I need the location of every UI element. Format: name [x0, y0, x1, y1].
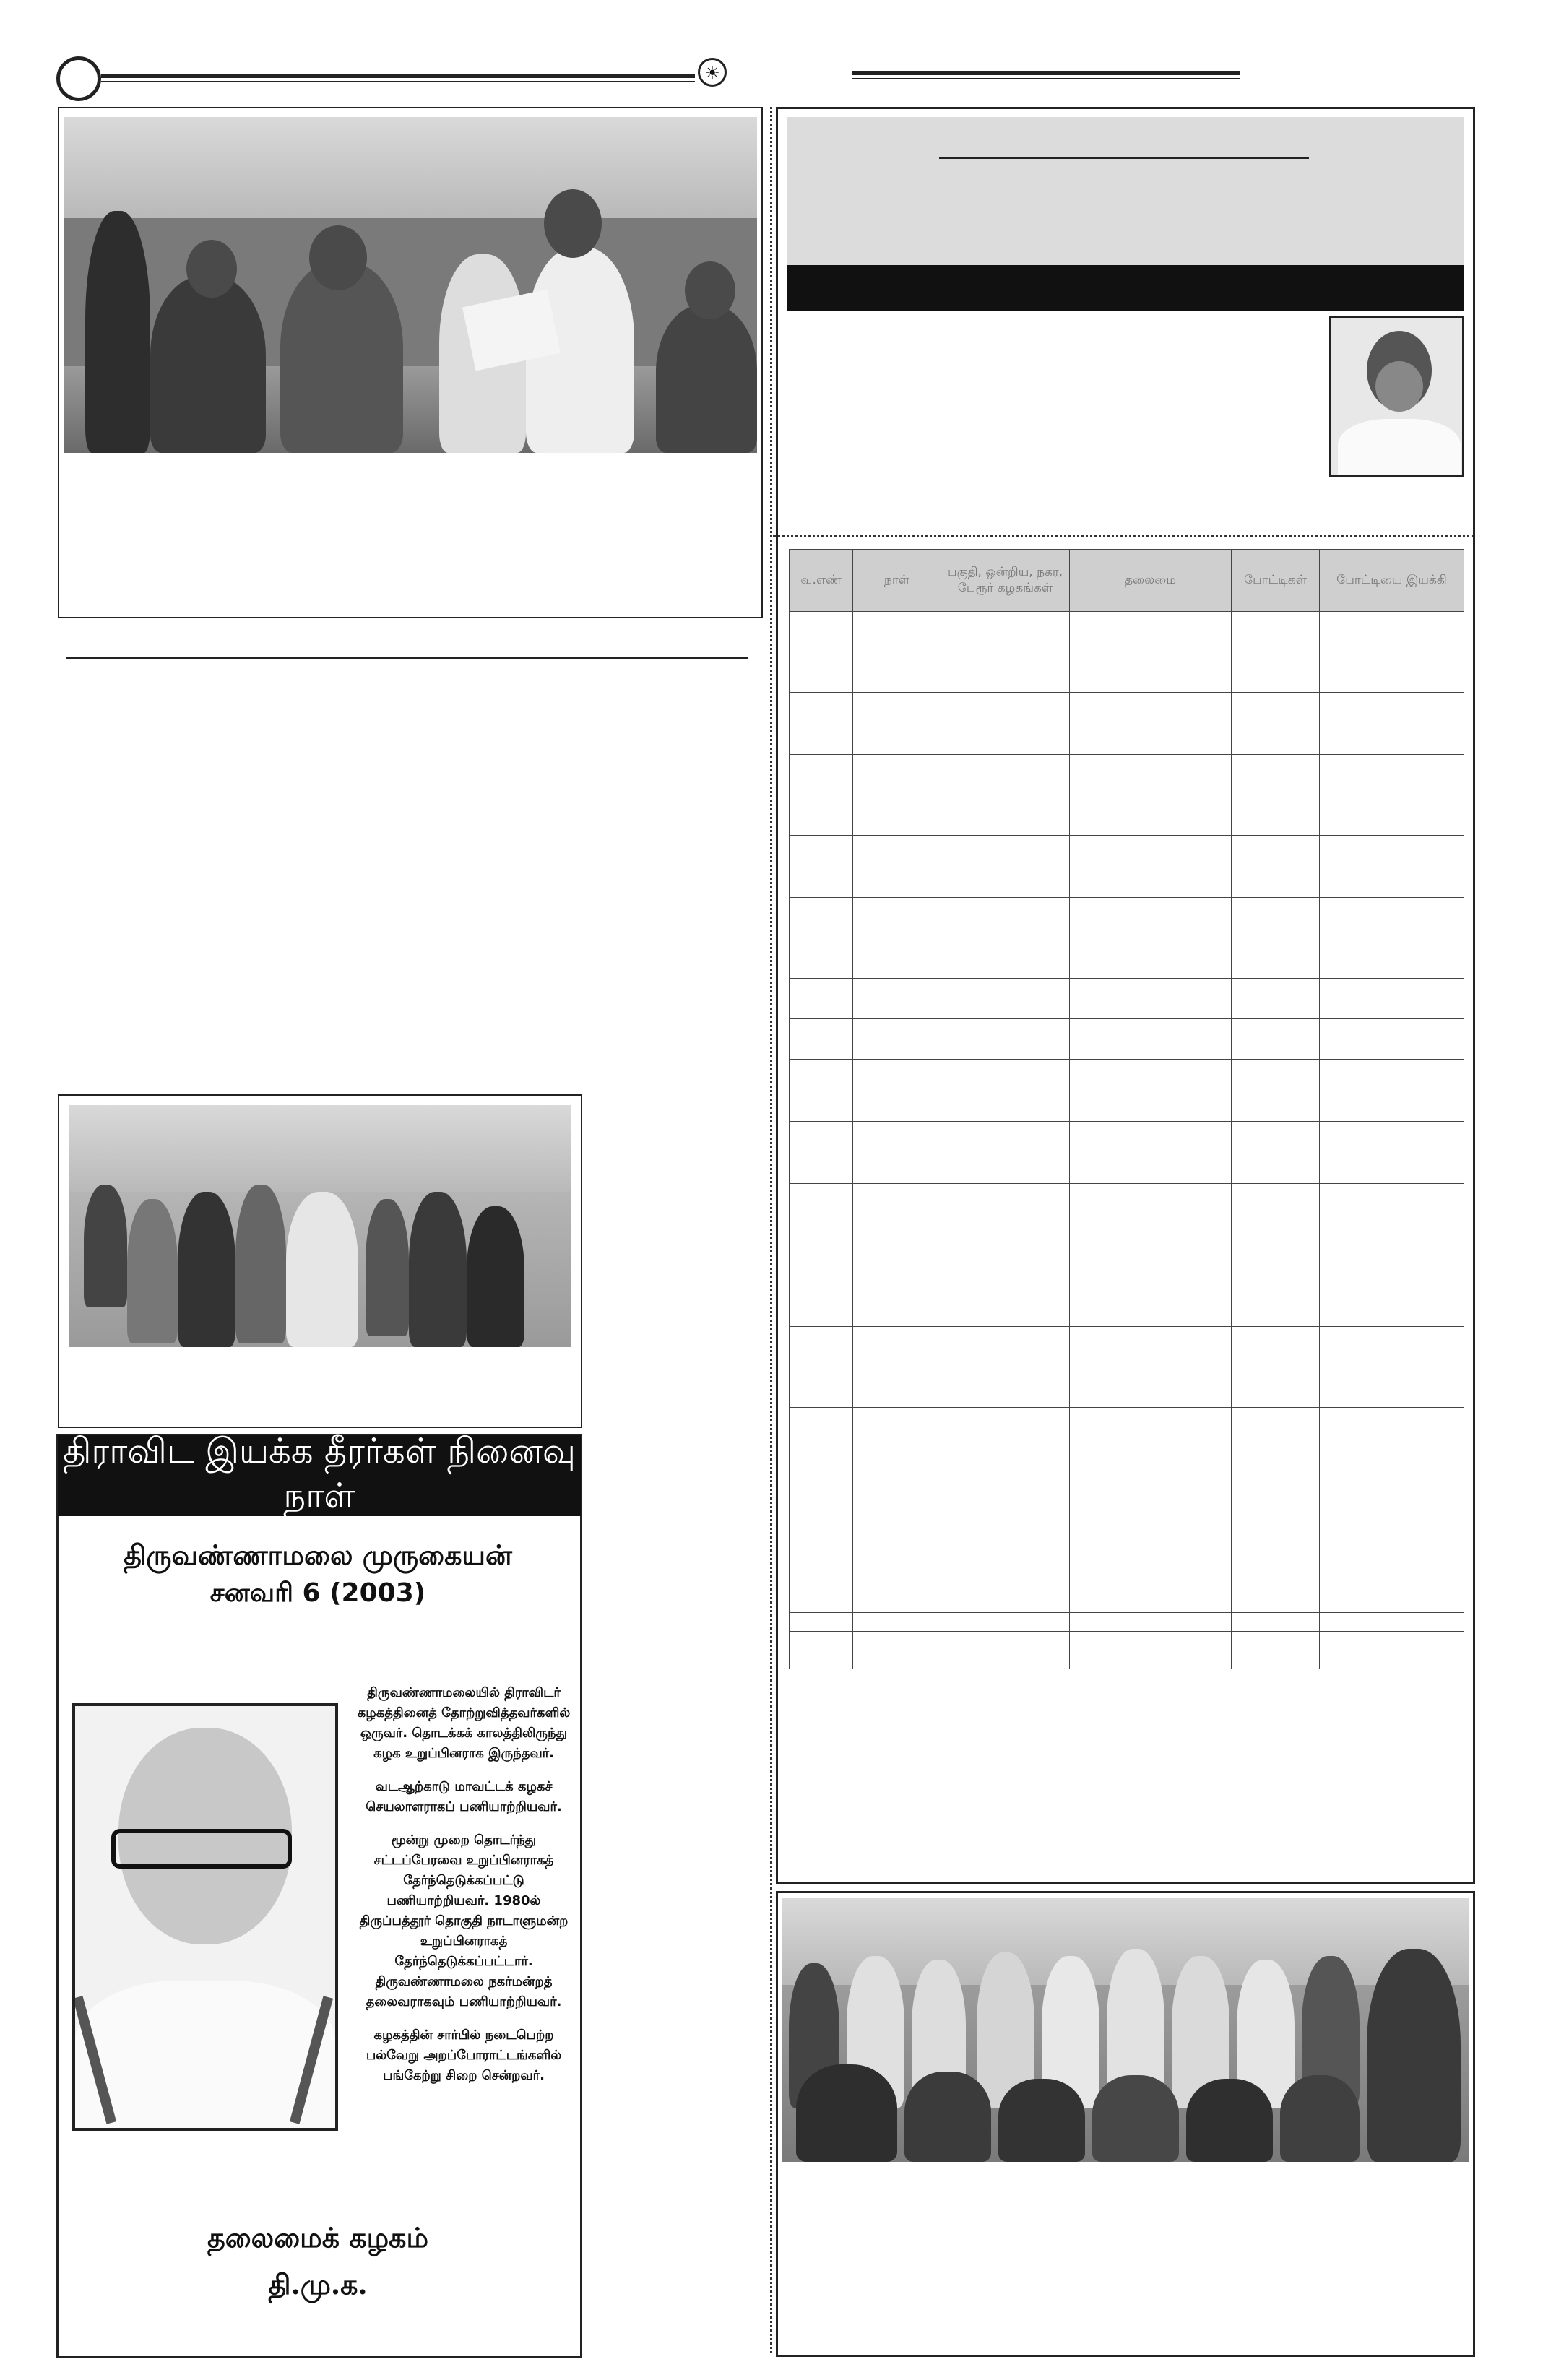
- table-cell: [1070, 979, 1232, 1019]
- table-cell: [1070, 1327, 1232, 1367]
- memorial-paragraph: மூன்று முறை தொடர்ந்து சட்டப்பேரவை உறுப்பினராகத் தேர்ந்தெடுக்கப்பட்டு பணியாற்றியவர். 1980ல் திருப்பத்தூர் தொகுதி நாடாளுமன்ற உறுப்பினராகத் தேர்ந்தெடுக்கப்பட்டார். திருவண்ணாமலை நகர்மன்றத் தலைவராகவும் பணியாற்றியவர்.: [359, 1832, 569, 2009]
- table-cell: [941, 795, 1070, 836]
- table-cell: [1070, 1572, 1232, 1613]
- table-cell: [790, 795, 853, 836]
- memorial-signature-party: தி.மு.க.: [268, 2268, 368, 2301]
- table-cell: [853, 795, 941, 836]
- column-divider: [770, 107, 772, 2353]
- table-cell: [853, 1184, 941, 1224]
- table-cell: [790, 693, 853, 755]
- table-cell: [1232, 898, 1320, 938]
- table-cell: [790, 1367, 853, 1408]
- table-cell: [853, 1224, 941, 1286]
- table-cell: [790, 1184, 853, 1224]
- memorial-paragraph: வடஆற்காடு மாவட்டக் கழகச் செயலாளராகப் பணியாற்றியவர்.: [366, 1779, 562, 1814]
- table-cell: [941, 1448, 1070, 1510]
- table-cell: [1070, 1060, 1232, 1122]
- table-cell: [941, 1632, 1070, 1650]
- table-row: [790, 1122, 1464, 1184]
- table-cell: [1320, 795, 1464, 836]
- table-cell: [1320, 1572, 1464, 1613]
- table-cell: [1232, 1122, 1320, 1184]
- table-cell: [1320, 1613, 1464, 1632]
- col-header-serial: வ.எண்: [790, 550, 853, 612]
- table-cell: [790, 836, 853, 898]
- memorial-signature-org: தலைமைக் கழகம்: [207, 2221, 429, 2254]
- cricket-event-photo: [69, 1105, 571, 1347]
- table-cell: [1320, 652, 1464, 693]
- table-row: [790, 795, 1464, 836]
- table-cell: [790, 652, 853, 693]
- table-cell: [1070, 898, 1232, 938]
- page-number-circle: [56, 56, 101, 101]
- table-cell: [941, 1367, 1070, 1408]
- table-cell: [1320, 1510, 1464, 1572]
- table-cell: [853, 1060, 941, 1122]
- table-row: [790, 1613, 1464, 1632]
- table-cell: [941, 898, 1070, 938]
- table-cell: [1232, 1632, 1320, 1650]
- table-row: [790, 1367, 1464, 1408]
- table-cell: [1320, 1408, 1464, 1448]
- table-cell: [853, 1572, 941, 1613]
- col-header-unit: பகுதி, ஒன்றிய, நகர, பேரூர் கழகங்கள்: [941, 550, 1070, 612]
- table-row: [790, 1184, 1464, 1224]
- leader-portrait: [1329, 316, 1464, 477]
- table-cell: [790, 1448, 853, 1510]
- table-cell: [941, 1184, 1070, 1224]
- table-cell: [1070, 1367, 1232, 1408]
- schedule-heading-rule: [939, 157, 1309, 159]
- table-cell: [1232, 1224, 1320, 1286]
- table-row: [790, 1286, 1464, 1327]
- table-row: [790, 979, 1464, 1019]
- table-cell: [941, 1408, 1070, 1448]
- left-column-rule: [66, 657, 748, 659]
- memorial-person-name: திருவண்ணாமலை முருகையன்: [124, 1539, 512, 1571]
- table-cell: [1070, 652, 1232, 693]
- table-row: [790, 1327, 1464, 1367]
- table-row: [790, 1448, 1464, 1510]
- table-cell: [1232, 1184, 1320, 1224]
- table-cell: [853, 1510, 941, 1572]
- table-cell: [1070, 1613, 1232, 1632]
- table-row: [790, 1408, 1464, 1448]
- event-photo-certificate: [64, 117, 757, 453]
- table-cell: [1320, 1327, 1464, 1367]
- table-cell: [853, 898, 941, 938]
- table-cell: [1232, 1510, 1320, 1572]
- table-row: [790, 1019, 1464, 1060]
- table-cell: [1232, 1650, 1320, 1669]
- table-cell: [1232, 1327, 1320, 1367]
- table-cell: [941, 1650, 1070, 1669]
- table-cell: [1070, 1650, 1232, 1669]
- memorial-biography: [351, 1683, 576, 2189]
- col-header-organiser: போட்டியை இயக்கி: [1320, 550, 1464, 612]
- table-cell: [1320, 1184, 1464, 1224]
- table-cell: [790, 1327, 853, 1367]
- table-cell: [1232, 1367, 1320, 1408]
- table-cell: [941, 1327, 1070, 1367]
- table-cell: [1320, 1286, 1464, 1327]
- table-cell: [790, 938, 853, 979]
- table-cell: [941, 1122, 1070, 1184]
- table-cell: [853, 1122, 941, 1184]
- memorial-paragraph: திருவண்ணாமலையில் திராவிடர் கழகத்தினைத் தோற்றுவித்தவர்களில் ஒருவர். தொடக்கக் காலத்திலிருந்து கழக உறுப்பினராக இருந்தவர்.: [357, 1685, 571, 1761]
- table-cell: [1070, 755, 1232, 795]
- table-cell: [1232, 1613, 1320, 1632]
- header-rule-right: [852, 71, 1240, 75]
- table-cell: [1070, 612, 1232, 652]
- table-cell: [790, 1408, 853, 1448]
- table-cell: [941, 836, 1070, 898]
- table-row: [790, 755, 1464, 795]
- schedule-table-body: [790, 612, 1464, 1669]
- table-cell: [853, 1448, 941, 1510]
- col-header-chair: தலைமை: [1070, 550, 1232, 612]
- table-cell: [1070, 795, 1232, 836]
- table-cell: [1232, 938, 1320, 979]
- table-row: [790, 612, 1464, 652]
- table-cell: [1070, 836, 1232, 898]
- program-schedule-table: [789, 549, 1464, 1669]
- table-cell: [790, 1019, 853, 1060]
- table-cell: [790, 1510, 853, 1572]
- header-rule-right-thin: [852, 78, 1240, 79]
- table-cell: [1232, 836, 1320, 898]
- table-cell: [853, 938, 941, 979]
- table-cell: [1320, 1060, 1464, 1122]
- table-row: [790, 836, 1464, 898]
- table-cell: [853, 836, 941, 898]
- table-cell: [1320, 1122, 1464, 1184]
- table-cell: [1320, 898, 1464, 938]
- table-cell: [1232, 1448, 1320, 1510]
- table-cell: [1070, 1224, 1232, 1286]
- table-cell: [1320, 1632, 1464, 1650]
- table-cell: [1232, 1408, 1320, 1448]
- table-cell: [1320, 938, 1464, 979]
- table-cell: [853, 693, 941, 755]
- schedule-heading-band: [787, 117, 1464, 265]
- table-cell: [941, 1613, 1070, 1632]
- table-row: [790, 693, 1464, 755]
- col-header-events: போட்டிகள்: [1232, 550, 1320, 612]
- table-cell: [941, 979, 1070, 1019]
- table-cell: [941, 1060, 1070, 1122]
- table-cell: [790, 612, 853, 652]
- table-cell: [941, 1019, 1070, 1060]
- table-cell: [1070, 693, 1232, 755]
- table-cell: [1232, 652, 1320, 693]
- table-cell: [941, 652, 1070, 693]
- header-rule-left: [101, 74, 695, 78]
- table-cell: [1232, 1286, 1320, 1327]
- table-row: [790, 1572, 1464, 1613]
- table-cell: [790, 1572, 853, 1613]
- table-cell: [853, 1019, 941, 1060]
- col-header-date: நாள்: [853, 550, 941, 612]
- memorial-date: சனவரி 6 (2003): [209, 1578, 426, 1608]
- table-cell: [941, 612, 1070, 652]
- table-cell: [1232, 1572, 1320, 1613]
- table-cell: [790, 1286, 853, 1327]
- table-cell: [853, 1327, 941, 1367]
- rising-sun-icon: ☀: [698, 58, 727, 87]
- table-cell: [1070, 1448, 1232, 1510]
- memorial-title: திராவிட இயக்க தீரர்கள் நினைவு நாள்: [58, 1435, 581, 1516]
- table-cell: [790, 1632, 853, 1650]
- table-cell: [1320, 1224, 1464, 1286]
- table-cell: [1232, 795, 1320, 836]
- table-cell: [853, 979, 941, 1019]
- table-cell: [1232, 1060, 1320, 1122]
- table-row: [790, 1060, 1464, 1122]
- table-cell: [941, 938, 1070, 979]
- table-cell: [1070, 938, 1232, 979]
- table-cell: [941, 1510, 1070, 1572]
- table-cell: [1320, 693, 1464, 755]
- table-cell: [853, 1613, 941, 1632]
- table-cell: [1232, 979, 1320, 1019]
- header-rule-left-thin: [101, 81, 695, 82]
- memorial-portrait: [72, 1703, 338, 2131]
- table-cell: [941, 1224, 1070, 1286]
- table-cell: [1320, 836, 1464, 898]
- table-cell: [1070, 1408, 1232, 1448]
- table-cell: [1070, 1632, 1232, 1650]
- table-cell: [853, 1367, 941, 1408]
- team-group-photo: [782, 1898, 1469, 2162]
- table-cell: [1070, 1510, 1232, 1572]
- table-cell: [790, 1650, 853, 1669]
- table-cell: [853, 1408, 941, 1448]
- table-cell: [790, 898, 853, 938]
- table-cell: [941, 1286, 1070, 1327]
- table-cell: [1320, 979, 1464, 1019]
- table-cell: [790, 1613, 853, 1632]
- table-cell: [790, 755, 853, 795]
- table-cell: [941, 1572, 1070, 1613]
- table-row: [790, 898, 1464, 938]
- table-cell: [1232, 1019, 1320, 1060]
- table-row: [790, 1632, 1464, 1650]
- table-cell: [790, 1122, 853, 1184]
- table-cell: [1070, 1019, 1232, 1060]
- table-cell: [790, 979, 853, 1019]
- table-row: [790, 938, 1464, 979]
- schedule-title-bar: [787, 265, 1464, 311]
- table-cell: [1320, 755, 1464, 795]
- table-cell: [790, 1224, 853, 1286]
- table-row: [790, 1650, 1464, 1669]
- table-cell: [853, 612, 941, 652]
- memorial-paragraph: கழகத்தின் சார்பில் நடைபெற்ற பல்வேறு அறப்போராட்டங்களில் பங்கேற்று சிறை சென்றவர்.: [366, 2028, 562, 2083]
- table-cell: [853, 1632, 941, 1650]
- table-cell: [1070, 1184, 1232, 1224]
- table-cell: [1232, 612, 1320, 652]
- table-cell: [853, 755, 941, 795]
- table-cell: [853, 1650, 941, 1669]
- table-cell: [1232, 755, 1320, 795]
- table-cell: [1070, 1286, 1232, 1327]
- table-cell: [1320, 1448, 1464, 1510]
- table-cell: [1070, 1122, 1232, 1184]
- table-cell: [1320, 1650, 1464, 1669]
- table-cell: [941, 755, 1070, 795]
- table-cell: [1232, 693, 1320, 755]
- table-row: [790, 1224, 1464, 1286]
- table-cell: [853, 652, 941, 693]
- table-cell: [1320, 612, 1464, 652]
- table-cell: [941, 693, 1070, 755]
- table-row: [790, 1510, 1464, 1572]
- table-row: [790, 652, 1464, 693]
- table-cell: [790, 1060, 853, 1122]
- table-cell: [853, 1286, 941, 1327]
- table-cell: [1320, 1367, 1464, 1408]
- table-cell: [1320, 1019, 1464, 1060]
